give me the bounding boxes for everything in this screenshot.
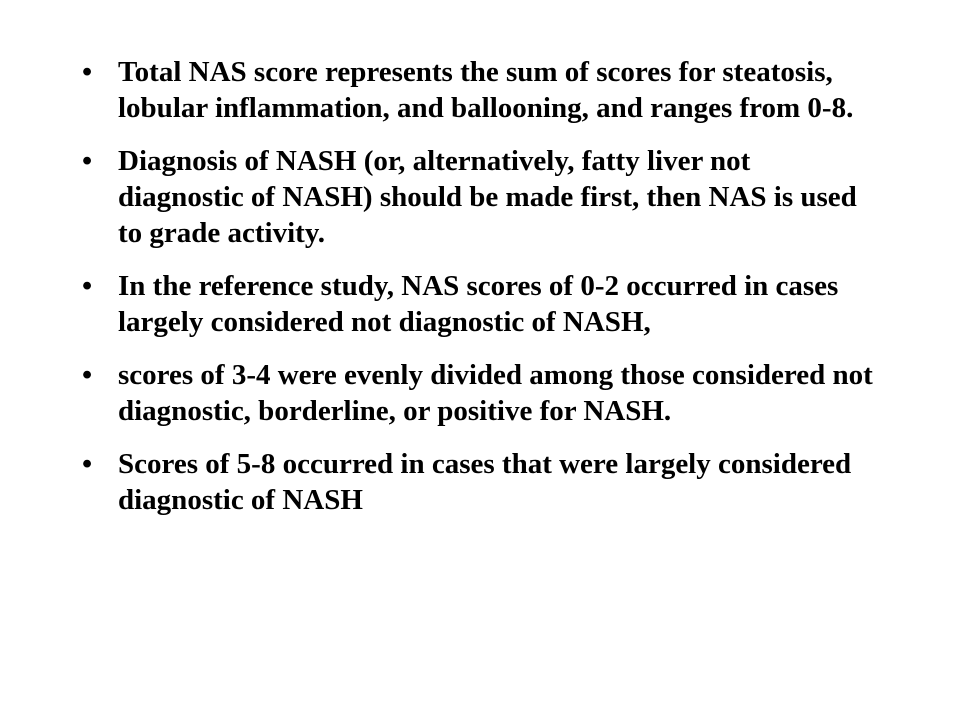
- bullet-marker: •: [82, 359, 93, 391]
- bullet-item-reference-study: [80, 268, 880, 340]
- bullet-text: Diagnosis of NASH (or, alternatively, fatty liver not diagnostic of NASH) should be made first, then NAS is used to grade activity.: [118, 145, 857, 249]
- bullet-text: In the reference study, NAS scores of 0-2 occurred in cases largely considered not diagnostic of NASH,: [118, 270, 839, 338]
- bullet-text: Scores of 5-8 occurred in cases that were largely considered diagnostic of NASH: [118, 448, 852, 516]
- bullet-item-total-nas: [80, 54, 880, 126]
- bullet-item-scores-3-4: [80, 357, 880, 429]
- bullet-text: scores of 3-4 were evenly divided among those considered not diagnostic, borderline, or positive for NASH.: [118, 359, 873, 427]
- bullet-marker: •: [82, 56, 93, 88]
- bullet-item-diagnosis: [80, 143, 880, 251]
- bullet-marker: •: [82, 145, 93, 177]
- bullet-item-scores-5-8: [80, 446, 880, 518]
- bullet-list: [80, 54, 880, 535]
- bullet-marker: •: [82, 448, 93, 480]
- bullet-marker: •: [82, 270, 93, 302]
- bullet-text: Total NAS score represents the sum of scores for steatosis, lobular inflammation, and ballooning, and ranges from 0-8.: [118, 56, 854, 124]
